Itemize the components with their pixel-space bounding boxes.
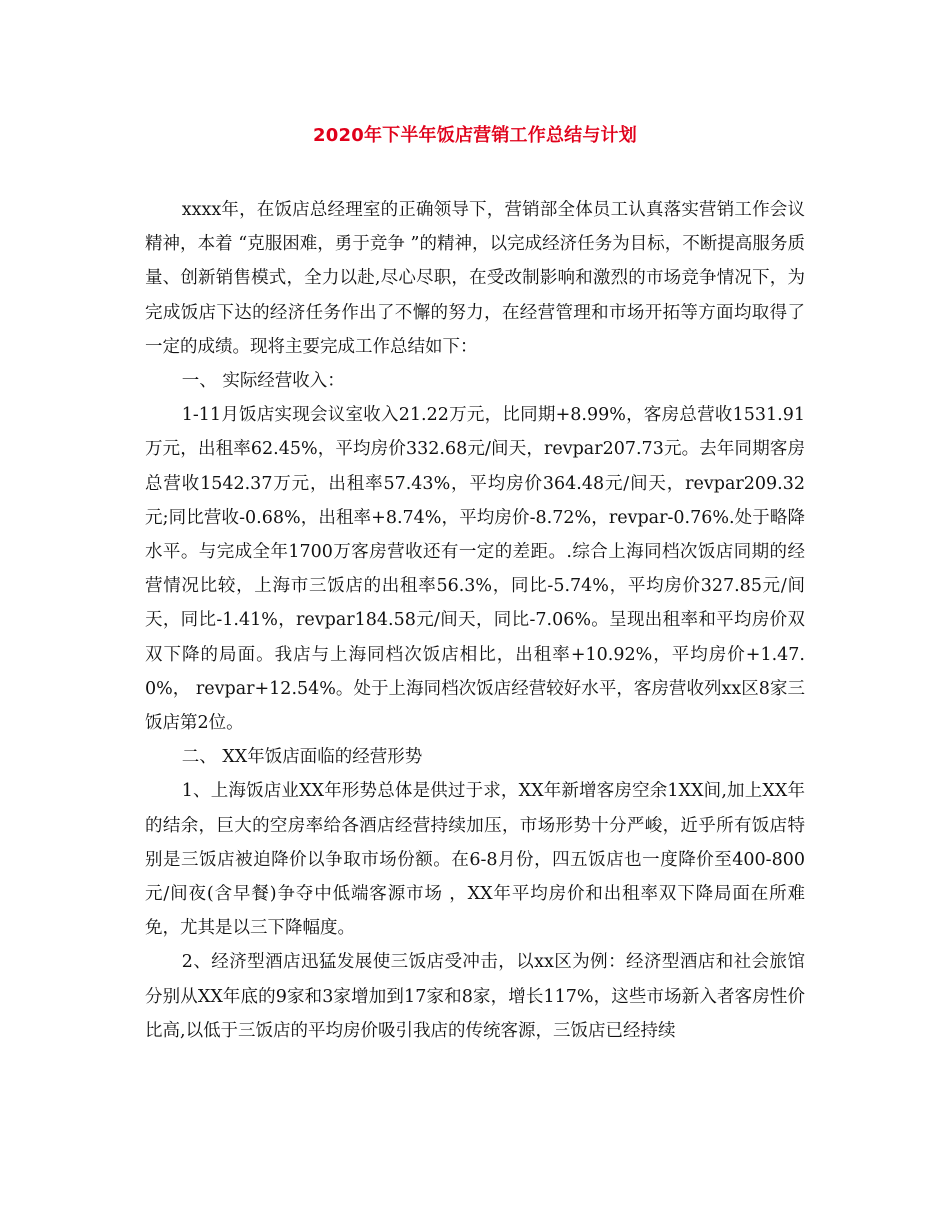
document-title: 2020年下半年饭店营销工作总结与计划	[313, 125, 637, 146]
paragraph-intro: xxxx年，在饭店总经理室的正确领导下，营销部全体员工认真落实营销工作会议精神，本着 “克服困难，勇于竞争 ”的精神，以完成经济任务为目标，不断提高服务质量、创新销售模式，全力以赴,尽心尽职，在受改制影响和激烈的市场竞争情况下，为完成饭店下达的经济任务作出了不懈的努力，在经营管理和市场开拓等方面均取得了一定的成绩。现将主要完成工作总结如下：	[145, 200, 805, 357]
paragraph-point-2: 2、经济型酒店迅猛发展使三饭店受冲击，以xx区为例：经济型酒店和社会旅馆分别从XX年底的9家和3家增加到17家和8家，增长117%，这些市场新入者客房性价比高,以低于三饭店的平均房价吸引我店的传统客源，三饭店已经持续	[145, 952, 805, 1041]
document-body	[145, 193, 805, 1048]
paragraph-revenue: 1-11月饭店实现会议室收入21.22万元，比同期+8.99%，客房总营收1531.91万元，出租率62.45%，平均房价332.68元/间天，revpar207.73元。去年同期客房总营收1542.37万元，出租率57.43%，平均房价364.48元/间天，revpar209.32元;同比营收-0.68%，出租率+8.74%，平均房价-8.72%，revpar-0.76%.处于略降水平。与完成全年1700万客房营收还有一定的差距。.综合上海同档次饭店同期的经营情况比较，上海市三饭店的出租率56.3%，同比-5.74%，平均房价327.85元/间天，同比-1.41%，revpar184.58元/间天，同比-7.06%。呈现出租率和平均房价双双下降的局面。我店与上海同档次饭店相比，出租率+10.92%，平均房价+1.47.0%， revpar+12.54%。处于上海同档次饭店经营较好水平，客房营收列xx区8家三饭店第2位。	[145, 405, 805, 734]
section-heading-1: 一、 实际经营收入：	[181, 371, 345, 392]
section-heading-2: 二、 XX年饭店面临的经营形势	[181, 747, 423, 768]
paragraph-point-1: 1、上海饭店业XX年形势总体是供过于求，XX年新增客房空余1XX间,加上XX年的结余，巨大的空房率给各酒店经营持续加压，市场形势十分严峻，近乎所有饭店特别是三饭店被迫降价以争取市场份额。在6-8月份，四五饭店也一度降价至400-800元/间夜(含早餐)争夺中低端客源市场 ，XX年平均房价和出租率双下降局面在所难免，尤其是以三下降幅度。	[145, 781, 805, 939]
